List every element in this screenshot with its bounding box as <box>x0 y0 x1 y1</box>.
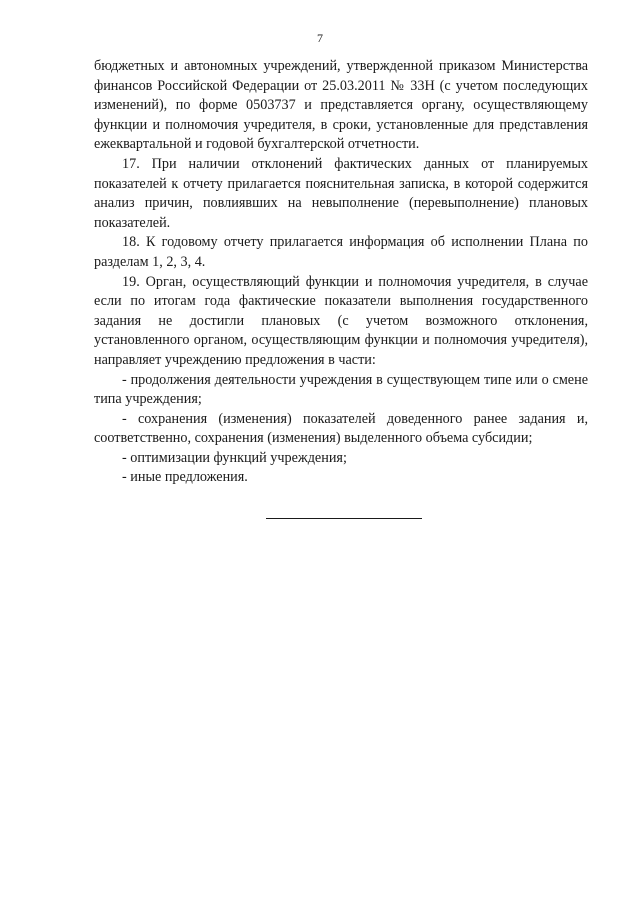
paragraph-continuation: бюджетных и автономных учреждений, утвержденной приказом Министерства финансов Российской Федерации от 25.03.2011 № 33Н (с учетом последующих изменений), по форме 0503737 и представляется органу, осуществляющему функции и полномочия учредителя, в сроки, установленные для представления ежеквартальной и годовой бухгалтерской отчетности. <box>94 58 588 153</box>
document-body <box>94 57 588 488</box>
page-number: 7 <box>317 31 323 45</box>
paragraph-19: 19. Орган, осуществляющий функции и полномочия учредителя, в случае если по итогам года фактические показатели выполнения государственного задания не достигли плановых (с учетом возможного отклонения, установленного органом, осуществляющим функции и полномочия учредителя), направляет учреждению предложения в части: <box>94 273 588 368</box>
list-item: - сохранения (изменения) показателей доведенного ранее задания и, соответственно, сохранения (изменения) выделенного объема субсидии; <box>94 410 588 447</box>
paragraph-18: 18. К годовому отчету прилагается информация об исполнении Плана по разделам 1, 2, 3, 4. <box>94 234 588 270</box>
end-divider <box>266 518 422 519</box>
list-item: - продолжения деятельности учреждения в существующем типе или о смене типа учреждения; <box>94 371 588 408</box>
list-item: - оптимизации функций учреждения; <box>122 449 347 466</box>
list-item: - иные предложения. <box>122 469 248 486</box>
paragraph-17: 17. При наличии отклонений фактических данных от планируемых показателей к отчету прилагается пояснительная записка, в которой содержится анализ причин, повлиявших на невыполнение (перевыполнение) плановых показателей. <box>94 155 588 231</box>
